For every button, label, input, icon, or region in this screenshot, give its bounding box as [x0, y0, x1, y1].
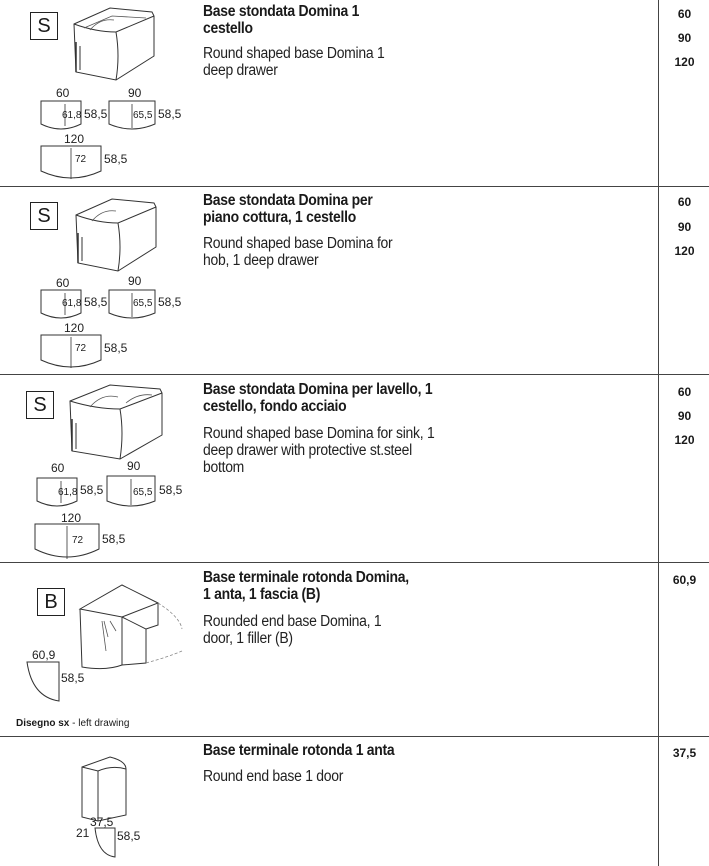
size-value: 90 — [677, 220, 692, 234]
plan-120 — [40, 334, 102, 370]
cabinet-drawing — [76, 581, 186, 671]
height-60: 58,5 — [84, 295, 108, 309]
type-letter: S — [30, 12, 58, 40]
width-60: 60 — [56, 276, 70, 290]
width-60: 60 — [56, 86, 70, 100]
size-value: 60 — [677, 7, 692, 21]
type-letter: B — [37, 588, 65, 616]
plan-end — [94, 827, 116, 859]
depth-120: 72 — [75, 343, 87, 354]
product-row — [0, 737, 709, 866]
cabinet-drawing — [72, 197, 162, 277]
note-text: - left drawing — [69, 718, 130, 729]
width-end: 37,5 — [90, 815, 114, 829]
height-60: 58,5 — [84, 107, 108, 121]
size-value: 120 — [674, 244, 695, 258]
depth-120: 72 — [72, 535, 84, 546]
product-row — [0, 0, 709, 187]
height-120: 58,5 — [102, 532, 126, 546]
type-letter: S — [30, 202, 58, 230]
product-title: Base terminale rotonda Domina, 1 anta, 1 fascia (B) — [203, 569, 409, 603]
plan-end — [26, 661, 60, 703]
size-value: 60,9 — [672, 573, 697, 587]
product-description: Round end base 1 door — [203, 768, 344, 785]
size-value: 60 — [677, 385, 692, 399]
column-divider — [658, 0, 659, 186]
column-divider — [658, 563, 659, 736]
product-title: Base stondata Domina per lavello, 1 cestello, fondo acciaio — [203, 381, 433, 415]
left-drawing-note — [16, 718, 129, 729]
size-value: 90 — [677, 409, 692, 423]
width-90: 90 — [127, 459, 141, 473]
width-end: 60,9 — [32, 648, 56, 662]
note-bold: Disegno sx — [16, 718, 70, 729]
size-value: 120 — [674, 55, 695, 69]
type-letter: S — [26, 391, 54, 419]
product-description: Round shaped base Domina for sink, 1 deep drawer with protective st.steel bottom — [203, 425, 435, 476]
height-60: 58,5 — [80, 483, 104, 497]
height-120: 58,5 — [104, 152, 128, 166]
product-title: Base stondata Domina per piano cottura, 1 cestello — [203, 192, 373, 226]
cabinet-drawing — [66, 383, 166, 463]
product-row — [0, 563, 709, 737]
depth-90: 65,5 — [133, 487, 153, 498]
size-value: 60 — [677, 195, 692, 209]
plan-120 — [40, 145, 102, 181]
depth-60: 61,8 — [62, 298, 82, 309]
cabinet-drawing — [70, 6, 160, 86]
product-title: Base terminale rotonda 1 anta — [203, 742, 395, 759]
height-end: 58,5 — [117, 829, 141, 843]
size-value: 37,5 — [672, 746, 697, 760]
height-90: 58,5 — [158, 295, 182, 309]
product-description: Round shaped base Domina for hob, 1 deep drawer — [203, 235, 393, 269]
width-90: 90 — [128, 274, 142, 288]
height-90: 58,5 — [159, 483, 183, 497]
width-120: 120 — [64, 321, 85, 335]
product-description: Round shaped base Domina 1 deep drawer — [203, 45, 385, 79]
width-120: 120 — [64, 132, 85, 146]
depth-60: 61,8 — [62, 110, 82, 121]
depth-120: 72 — [75, 154, 87, 165]
height-end: 58,5 — [61, 671, 85, 685]
height-90: 58,5 — [158, 107, 182, 121]
width-60: 60 — [51, 461, 65, 475]
product-description: Rounded end base Domina, 1 door, 1 filler (B) — [203, 613, 382, 647]
column-divider — [658, 737, 659, 866]
depth-90: 65,5 — [133, 110, 153, 121]
width-120: 120 — [61, 511, 82, 525]
product-row — [0, 187, 709, 375]
depth-end: 21 — [76, 826, 90, 840]
plan-120 — [34, 523, 100, 561]
product-title: Base stondata Domina 1 cestello — [203, 3, 360, 37]
depth-90: 65,5 — [133, 298, 153, 309]
size-value: 120 — [674, 433, 695, 447]
height-120: 58,5 — [104, 341, 128, 355]
product-row — [0, 375, 709, 563]
width-90: 90 — [128, 86, 142, 100]
size-value: 90 — [677, 31, 692, 45]
column-divider — [658, 375, 659, 562]
depth-60: 61,8 — [58, 487, 78, 498]
column-divider — [658, 187, 659, 374]
